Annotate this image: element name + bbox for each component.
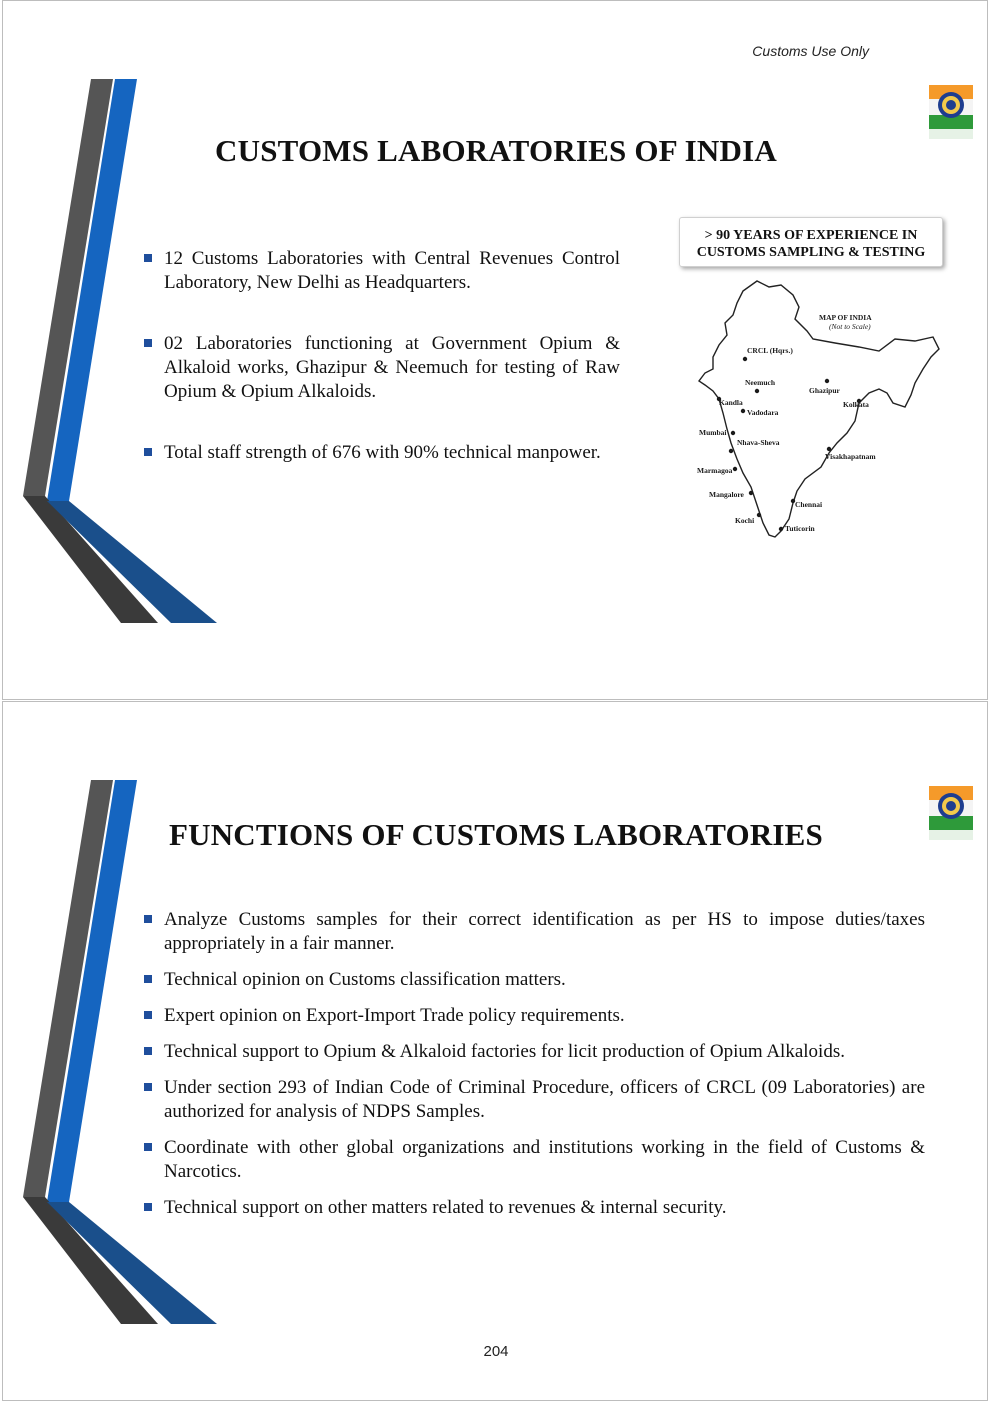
map-label-tuticorin: Tuticorin <box>785 524 815 533</box>
square-bullet-icon <box>144 975 152 983</box>
map-label-neemuch: Neemuch <box>745 378 775 387</box>
square-bullet-icon <box>144 339 152 347</box>
map-subtitle: (Not to Scale) <box>829 322 871 331</box>
list-item: Technical opinion on Customs classification matters. <box>144 968 925 992</box>
list-item: Expert opinion on Export-Import Trade policy requirements. <box>144 1004 925 1028</box>
customs-use-only-note: Customs Use Only <box>752 43 869 59</box>
list-item: Under section 293 of Indian Code of Criminal Procedure, officers of CRCL (09 Laboratories) are authorized for analysis of NDPS Samples. <box>144 1076 925 1124</box>
page-number: 204 <box>483 1343 509 1360</box>
map-label-ghazipur: Ghazipur <box>809 386 840 395</box>
list-item: 02 Laboratories functioning at Government Opium & Alkaloid works, Ghazipur & Neemuch for testing of Raw Opium & Opium Alkaloids. <box>144 332 620 404</box>
square-bullet-icon <box>144 1203 152 1211</box>
list-item: Technical support on other matters related to revenues & internal security. <box>144 1196 925 1220</box>
map-label-kochi: Kochi <box>735 516 755 525</box>
page-title: FUNCTIONS OF CUSTOMS LABORATORIES <box>169 817 823 852</box>
list-item: Total staff strength of 676 with 90% technical manpower. <box>144 441 620 465</box>
map-label-chennai: Chennai <box>795 500 823 509</box>
slide-functions <box>2 701 988 1401</box>
bullet-list <box>144 247 620 465</box>
map-label-kolkata: Kolkata <box>843 400 869 409</box>
map-label-visakhapatnam: Visakhapatnam <box>825 452 876 461</box>
map-label-mumbai: Mumbai <box>699 428 727 437</box>
square-bullet-icon <box>144 1011 152 1019</box>
map-label-vadodara: Vadodara <box>747 408 779 417</box>
square-bullet-icon <box>144 1143 152 1151</box>
square-bullet-icon <box>144 254 152 262</box>
list-item: 12 Customs Laboratories with Central Revenues Control Laboratory, New Delhi as Headquarters. <box>144 247 620 295</box>
india-map <box>683 273 943 543</box>
map-label-marmagoa: Marmagoa <box>697 466 733 475</box>
page-title: CUSTOMS LABORATORIES OF INDIA <box>215 133 777 168</box>
list-item: Technical support to Opium & Alkaloid factories for licit production of Opium Alkaloids. <box>144 1040 925 1064</box>
map-title: MAP OF INDIA <box>819 313 872 322</box>
map-label-crcl: CRCL (Hqrs.) <box>747 346 793 355</box>
list-item: Analyze Customs samples for their correct identification as per HS to impose duties/taxes appropriately in a fair manner. <box>144 908 925 956</box>
square-bullet-icon <box>144 915 152 923</box>
slide-customs-laboratories <box>2 0 988 700</box>
experience-callout: > 90 YEARS OF EXPERIENCE IN CUSTOMS SAMPLING & TESTING <box>679 217 943 267</box>
square-bullet-icon <box>144 1047 152 1055</box>
square-bullet-icon <box>144 1083 152 1091</box>
list-item: Coordinate with other global organizations and institutions working in the field of Customs & Narcotics. <box>144 1136 925 1184</box>
map-label-nhava-sheva: Nhava-Sheva <box>737 438 780 447</box>
map-label-kandla: Kandla <box>719 398 743 407</box>
square-bullet-icon <box>144 448 152 456</box>
bullet-list <box>144 908 925 1220</box>
map-label-mangalore: Mangalore <box>709 490 744 499</box>
